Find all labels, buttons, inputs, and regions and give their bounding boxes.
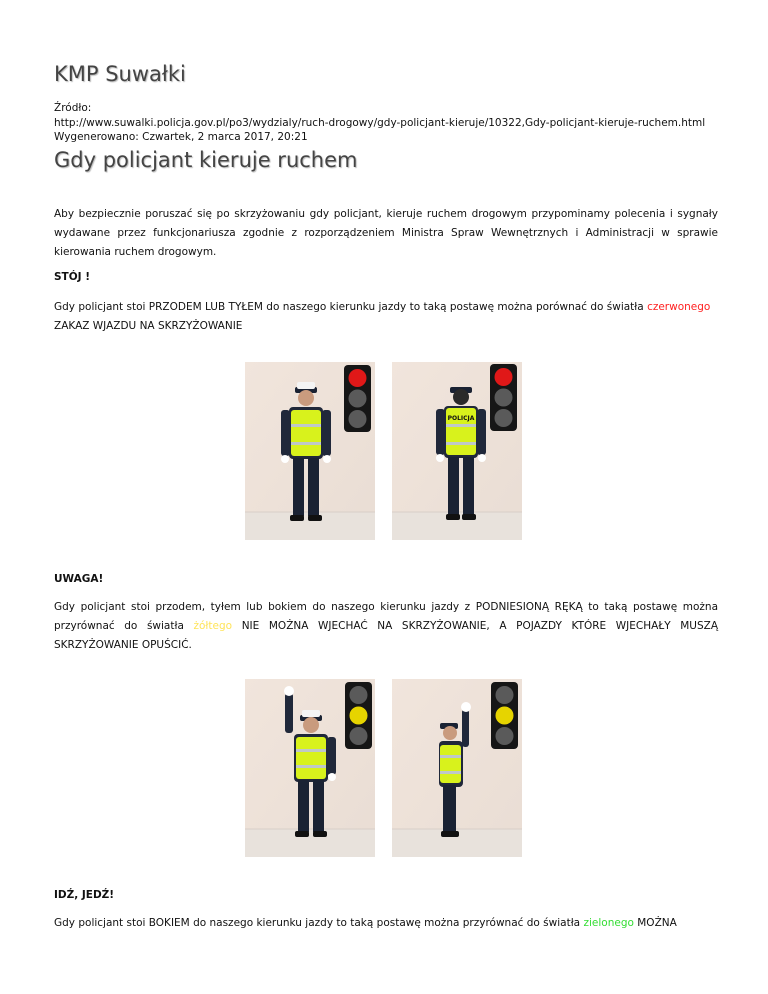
source-url[interactable]: http://www.suwalki.policja.gov.pl/po3/wydzialy/ruch-drogowy/gdy-policjant-kieruje/10322,Gdy-policjant-kieruje-ruchem.html [54, 116, 706, 129]
attention-text: Gdy policjant stoi przodem, tyłem lub bokiem do naszego kierunku jazdy z PODNIESIONĄ RĘKĄ to taką postawę można przyrównać do światła [54, 601, 718, 632]
stop-text: Gdy policjant stoi PRZODEM LUB TYŁEM do naszego kierunku jazdy to taką postawę można porównać do światła [54, 301, 648, 313]
traffic-light-red [344, 365, 371, 432]
traffic-light-yellow [345, 682, 372, 749]
photo-stop-back [392, 362, 522, 540]
photo-attention-front [245, 679, 375, 857]
section-stop-heading: STÓJ ! [54, 271, 91, 283]
section-attention-paragraph [54, 598, 718, 655]
section-go-heading: IDŹ, JEDŹ! [54, 889, 115, 901]
traffic-light-red [490, 364, 517, 431]
generated-timestamp: Wygenerowano: Czwartek, 2 marca 2017, 20:21 [54, 131, 308, 143]
section-go-paragraph [54, 914, 718, 933]
source-meta [54, 101, 705, 145]
photo-stop-front [245, 362, 375, 540]
yellow-color-word: żółtego [193, 620, 233, 632]
site-title: KMP Suwałki [54, 62, 186, 86]
attention-consequence: NIE MOŻNA WJECHAĆ NA SKRZYŻOWANIE, A POJAZDY KTÓRE WJECHAŁY MUSZĄ SKRZYŻOWANIE OPUŚCIĆ. [54, 620, 719, 651]
go-text: Gdy policjant stoi BOKIEM do naszego kierunku jazdy to taką postawę można przyrównać do światła [54, 917, 584, 929]
intro-paragraph: Aby bezpiecznie poruszać się po skrzyżowaniu gdy policjant, kieruje ruchem drogowym przypominamy polecenia i sygnały wydawane przez funkcjonariusza zgodnie z rozporządzeniem Ministra Spraw Wewnętrznych i Administracji w sprawie kierowania ruchem drogowym. [54, 208, 718, 258]
vest-label: POLICJA [447, 415, 475, 422]
photo-attention-side [392, 679, 522, 857]
go-consequence: MOŻNA [633, 917, 677, 929]
section-attention-heading: UWAGA! [54, 573, 104, 585]
traffic-light-yellow [491, 682, 518, 749]
source-label: Źródło: [54, 102, 92, 114]
article-title: Gdy policjant kieruje ruchem [54, 148, 358, 172]
section-stop-paragraph [54, 298, 718, 336]
green-color-word: zielonego [583, 917, 634, 929]
stop-consequence: ZAKAZ WJAZDU NA SKRZYŻOWANIE [54, 320, 243, 332]
red-color-word: czerwonego [647, 301, 711, 313]
